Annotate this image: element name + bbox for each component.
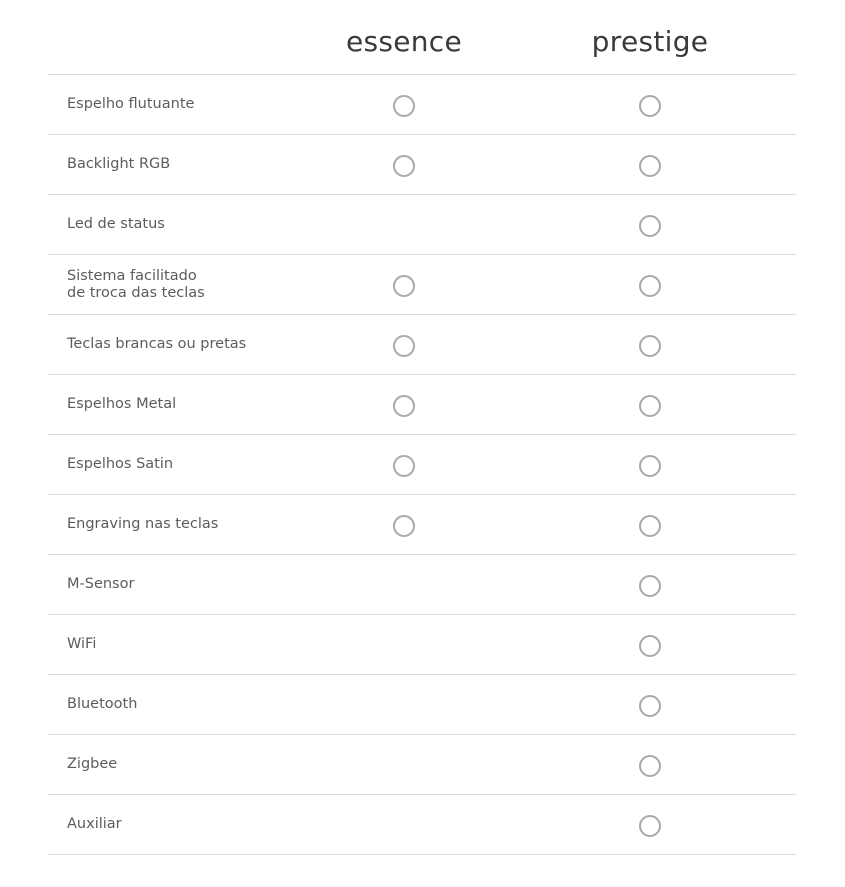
feature-label: WiFi xyxy=(67,636,97,652)
prestige-availability-icon xyxy=(639,95,661,117)
feature-label: Sistema facilitado de troca das teclas xyxy=(67,267,205,301)
prestige-availability-icon xyxy=(639,455,661,477)
feature-label: Backlight RGB xyxy=(67,156,171,172)
table-row xyxy=(48,555,796,615)
table-row xyxy=(48,195,796,255)
prestige-availability-icon xyxy=(639,575,661,597)
essence-availability-icon xyxy=(393,95,415,117)
prestige-availability-icon xyxy=(639,515,661,537)
feature-label: Espelhos Satin xyxy=(67,456,174,472)
table-row xyxy=(48,135,796,195)
table-row xyxy=(48,495,796,555)
table-row xyxy=(48,615,796,675)
essence-availability-icon xyxy=(393,455,415,477)
comparison-table xyxy=(48,0,796,855)
column-header-essence: essence xyxy=(345,25,463,58)
feature-label: Auxiliar xyxy=(67,816,122,832)
essence-availability-icon xyxy=(393,335,415,357)
feature-label: Led de status xyxy=(67,216,165,232)
table-row xyxy=(48,675,796,735)
feature-label: Teclas brancas ou pretas xyxy=(67,336,247,352)
feature-label: Espelho flutuante xyxy=(67,96,195,112)
table-row xyxy=(48,795,796,855)
table-row xyxy=(48,375,796,435)
table-row xyxy=(48,735,796,795)
essence-availability-icon xyxy=(393,275,415,297)
prestige-availability-icon xyxy=(639,155,661,177)
feature-label: Engraving nas teclas xyxy=(67,516,219,532)
feature-label: Espelhos Metal xyxy=(67,396,177,412)
table-row xyxy=(48,435,796,495)
essence-availability-icon xyxy=(393,155,415,177)
prestige-availability-icon xyxy=(639,635,661,657)
column-header-prestige: prestige xyxy=(591,25,709,58)
essence-availability-icon xyxy=(393,515,415,537)
prestige-availability-icon xyxy=(639,215,661,237)
feature-label: Zigbee xyxy=(67,756,118,772)
feature-label: Bluetooth xyxy=(67,696,138,712)
prestige-availability-icon xyxy=(639,335,661,357)
prestige-availability-icon xyxy=(639,695,661,717)
table-row xyxy=(48,75,796,135)
prestige-availability-icon xyxy=(639,755,661,777)
table-body xyxy=(48,75,796,855)
table-header xyxy=(48,0,796,75)
prestige-availability-icon xyxy=(639,275,661,297)
table-row xyxy=(48,315,796,375)
table-row xyxy=(48,255,796,315)
prestige-availability-icon xyxy=(639,395,661,417)
essence-availability-icon xyxy=(393,395,415,417)
feature-label: M-Sensor xyxy=(67,576,135,592)
prestige-availability-icon xyxy=(639,815,661,837)
